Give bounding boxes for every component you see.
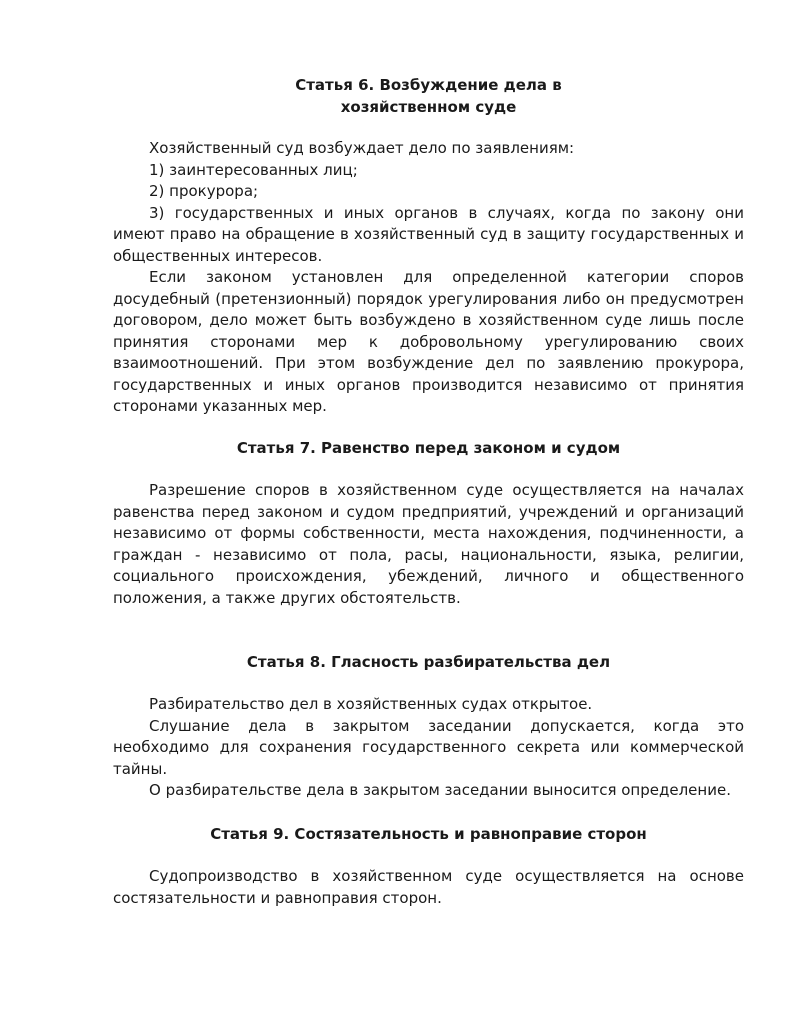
article-7-body xyxy=(113,480,744,609)
article-6-title xyxy=(113,74,744,118)
article-6-paragraph: 3) государственных и иных органов в случаях, когда по закону они имеют право на обращение в хозяйственный суд в защиту государственных и общественных интересов. xyxy=(113,203,744,265)
article-7 xyxy=(113,437,744,609)
article-7-title xyxy=(113,437,744,459)
article-6-paragraph: Если законом установлен для определенной категории споров досудебный (претензионный) порядок урегулирования либо он предусмотрен договором, дело может быть возбуждено в хозяйственном суде лишь после принятия сторонами мер к добровольному урегулированию своих взаимоотношений. При этом возбуждение дел по заявлению прокурора, государственных и иных органов производится независимо от принятия сторонами указанных мер. xyxy=(113,268,744,415)
article-6-title-line-1: Статья 6. Возбуждение дела в xyxy=(295,76,562,94)
article-9-title-line-1: Статья 9. Состязательность и равноправие сторон xyxy=(210,825,647,843)
article-8-title xyxy=(113,651,744,673)
article-8-title-line-1: Статья 8. Гласность разбирательства дел xyxy=(246,653,611,671)
article-6 xyxy=(113,74,744,418)
article-8-body xyxy=(113,694,744,802)
article-6-paragraph: 2) прокурора; xyxy=(149,182,259,200)
article-9-body xyxy=(113,866,744,909)
article-8-paragraph: Слушание дела в закрытом заседании допускается, когда это необходимо для сохранения государственного секрета или коммерческой тайны. xyxy=(113,716,744,778)
article-6-title-line-2: хозяйственном суде xyxy=(340,98,517,116)
article-9-title xyxy=(113,823,744,845)
article-8-paragraph: О разбирательстве дела в закрытом заседании выносится определение. xyxy=(149,781,731,799)
article-9-paragraph: Судопроизводство в хозяйственном суде осуществляется на основе состязательности и равноправия сторон. xyxy=(113,867,744,907)
article-9 xyxy=(113,823,744,909)
article-7-paragraph: Разрешение споров в хозяйственном суде осуществляется на началах равенства перед законом и судом предприятий, учреждений и организаций независимо от формы собственности, места нахождения, подчиненности, а граждан - независимо от пола, расы, национальности, языка, религии, социального происхождения, убеждений, личного и общественного положения, а также других обстоятельств. xyxy=(113,481,744,607)
article-6-paragraph: 1) заинтересованных лиц; xyxy=(149,160,358,179)
article-6-paragraph: Хозяйственный суд возбуждает дело по заявлениям: xyxy=(149,139,575,157)
article-7-title-line-1: Статья 7. Равенство перед законом и судом xyxy=(236,439,621,457)
article-8 xyxy=(113,651,744,802)
article-8-paragraph: Разбирательство дел в хозяйственных судах открытое. xyxy=(149,695,593,713)
article-6-body xyxy=(113,138,744,418)
